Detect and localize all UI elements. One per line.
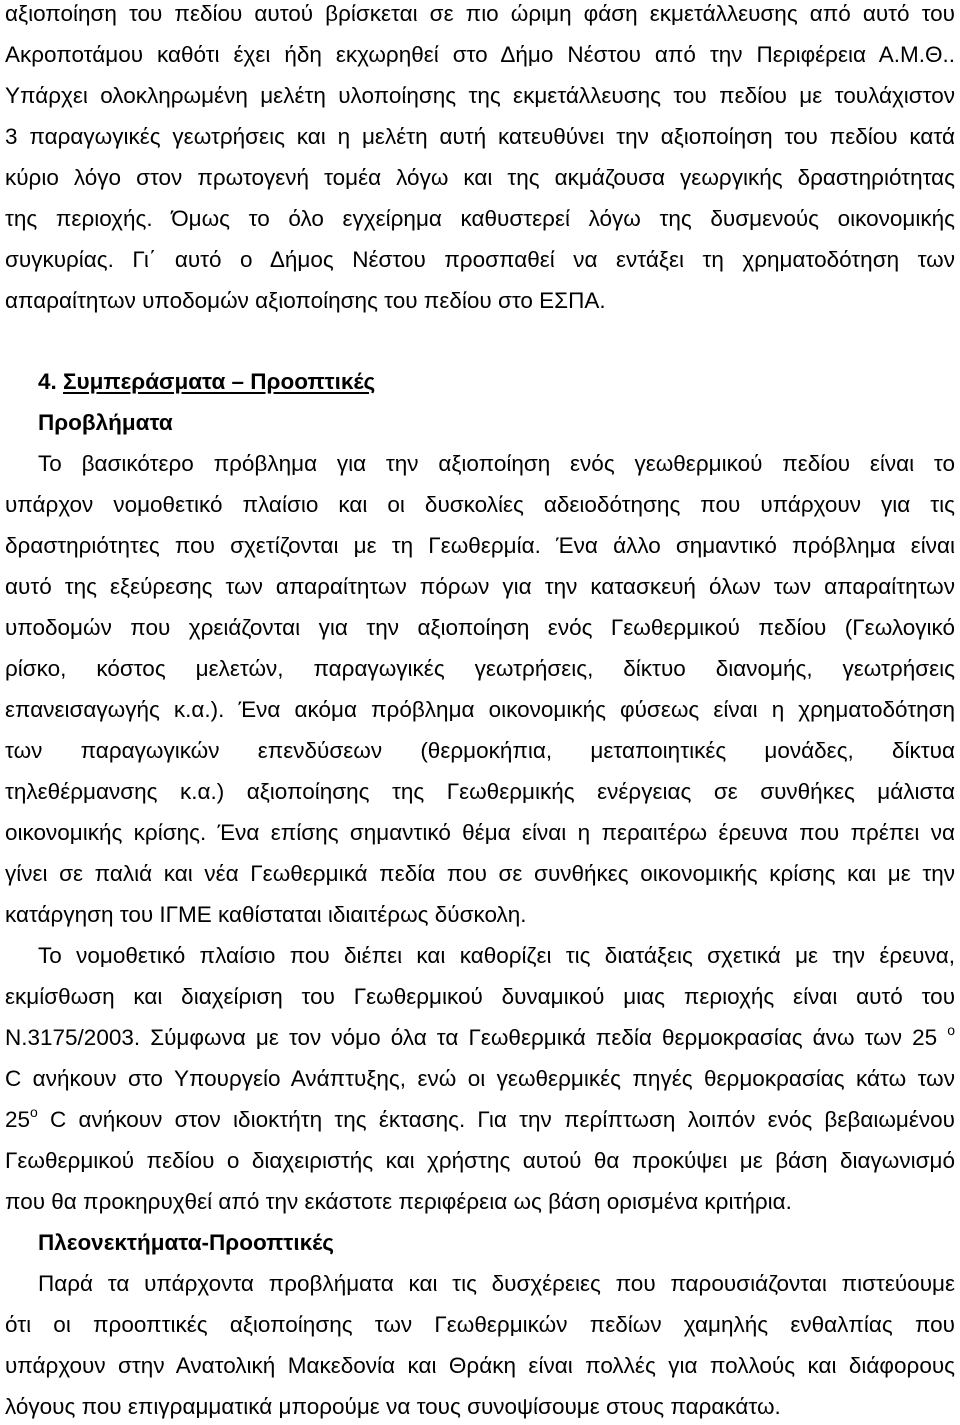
section-title: Συμπεράσματα – Προοπτικές xyxy=(63,369,376,394)
paragraph-line: Το βασικότερο πρόβλημα για την αξιοποίηση ενός γεωθερμικού πεδίου είναι το xyxy=(38,451,955,476)
paragraph-line: αυτό της εξεύρεσης των απαραίτητων πόρων για την κατασκευή όλων των απαραίτητων xyxy=(5,574,955,599)
paragraph-line: τηλεθέρμανσης κ.α.) αξιοποίησης της Γεωθερμικής ενέργειας σε συνθήκες μάλιστα xyxy=(5,779,955,804)
paragraph-text: C ανήκουν στον ιδιοκτήτη της έκτασης. Για την περίπτωση λοιπόν ενός βεβαιωμένου xyxy=(37,1107,955,1132)
paragraph-line: Υπάρχει ολοκληρωμένη μελέτη υλοποίησης της εκμετάλλευσης του πεδίου με τουλάχιστον xyxy=(5,83,955,108)
paragraph-line: Γεωθερμικού πεδίου ο διαχειριστής και χρήστης αυτού θα προκύψει με βάση διαγωνισμό xyxy=(5,1148,955,1173)
paragraph-line xyxy=(5,1106,955,1134)
paragraph-line: κύριο λόγο στον πρωτογενή τομέα λόγω και της ακμάζουσα γεωργικής δραστηριότητας xyxy=(5,165,955,190)
paragraph-line: υπάρχον νομοθετικό πλαίσιο και οι δυσκολίες αδειοδότησης που υπάρχουν για τις xyxy=(5,492,955,517)
paragraph-line: της περιοχής. Όμως το όλο εγχείρημα καθυστερεί λόγω της δυσμενούς οικονομικής xyxy=(5,206,955,231)
paragraph-line: γίνει σε παλιά και νέα Γεωθερμικά πεδία που σε συνθήκες οικονομικής κρίσης και με την xyxy=(5,861,955,886)
paragraph-line: υπάρχουν στην Ανατολική Μακεδονία και Θράκη είναι πολλές για πολλούς και διάφορους xyxy=(5,1353,955,1378)
section-number: 4. xyxy=(38,369,57,394)
paragraph-line: ρίσκο, κόστος μελετών, παραγωγικές γεωτρήσεις, δίκτυο διανομής, γεωτρήσεις xyxy=(5,656,955,681)
paragraph-line: συγκυρίας. Γι΄ αυτό ο Δήμος Νέστου προσπαθεί να εντάξει τη χρηματοδότηση των xyxy=(5,247,955,272)
subsection-title: Προβλήματα xyxy=(38,410,173,435)
temperature-value: 25 xyxy=(5,1107,31,1132)
paragraph-line: οικονομικής κρίσης. Ένα επίσης σημαντικό θέμα είναι η περαιτέρω έρευνα που πρέπει να xyxy=(5,820,955,845)
paragraph-line: των παραγωγικών επενδύσεων (θερμοκήπια, μεταποιητικές μονάδες, δίκτυα xyxy=(5,738,955,763)
paragraph-line: δραστηριότητες που σχετίζονται με τη Γεωθερμία. Ένα άλλο σημαντικό πρόβλημα είναι xyxy=(5,533,955,558)
paragraph-line: C ανήκουν στο Υπουργείο Ανάπτυξης, ενώ οι γεωθερμικές πηγές θερμοκρασίας κάτω των xyxy=(5,1066,955,1091)
paragraph-text: Ν.3175/2003. Σύμφωνα με τον νόμο όλα τα Γεωθερμικά πεδία θερμοκρασίας άνω των 25 xyxy=(5,1025,938,1050)
subsection-title: Πλεονεκτήματα-Προοπτικές xyxy=(38,1230,334,1255)
paragraph-line: λόγους που επιγραμματικά μπορούμε να τους συνοψίσουμε στους παρακάτω. xyxy=(5,1394,781,1419)
paragraph-line: αξιοποίηση του πεδίου αυτού βρίσκεται σε πιο ώριμη φάση εκμετάλλευσης από αυτό του xyxy=(5,1,955,26)
paragraph-line: Παρά τα υπάρχοντα προβλήματα και τις δυσχέρειες που παρουσιάζονται πιστεύουμε xyxy=(38,1271,955,1296)
paragraph-line: κατάργηση του ΙΓΜΕ καθίσταται ιδιαιτέρως δύσκολη. xyxy=(5,902,527,927)
paragraph-line: επανεισαγωγής κ.α.). Ένα ακόμα πρόβλημα οικονομικής φύσεως είναι η χρηματοδότηση xyxy=(5,697,955,722)
paragraph-line xyxy=(5,1024,955,1052)
paragraph-line: εκμίσθωση και διαχείριση του Γεωθερμικού δυναμικού μιας περιοχής είναι αυτό του xyxy=(5,984,955,1009)
paragraph-line: Το νομοθετικό πλαίσιο που διέπει και καθορίζει τις διατάξεις σχετικά με την έρευνα, xyxy=(38,943,955,968)
paragraph-line: 3 παραγωγικές γεωτρήσεις και η μελέτη αυτή κατευθύνει την αξιοποίηση του πεδίου κατά xyxy=(5,124,955,149)
degree-mark: ο xyxy=(30,1104,38,1120)
paragraph-line: που θα προκηρυχθεί από την εκάστοτε περιφέρεια ως βάση ορισμένα κριτήρια. xyxy=(5,1189,792,1214)
paragraph-line: ότι οι προοπτικές αξιοποίησης των Γεωθερμικών πεδίων χαμηλής ενθαλπίας που xyxy=(5,1312,955,1337)
section-heading xyxy=(5,368,955,396)
paragraph-line: απαραίτητων υποδομών αξιοποίησης του πεδίου στο ΕΣΠΑ. xyxy=(5,288,606,313)
paragraph-line: Ακροποτάμου καθότι έχει ήδη εκχωρηθεί στο Δήμο Νέστου από την Περιφέρεια Α.Μ.Θ.. xyxy=(5,42,955,67)
degree-mark: ο xyxy=(947,1022,955,1038)
paragraph-line: υποδομών που χρειάζονται για την αξιοποίηση ενός Γεωθερμικού πεδίου (Γεωλογικό xyxy=(5,615,955,640)
